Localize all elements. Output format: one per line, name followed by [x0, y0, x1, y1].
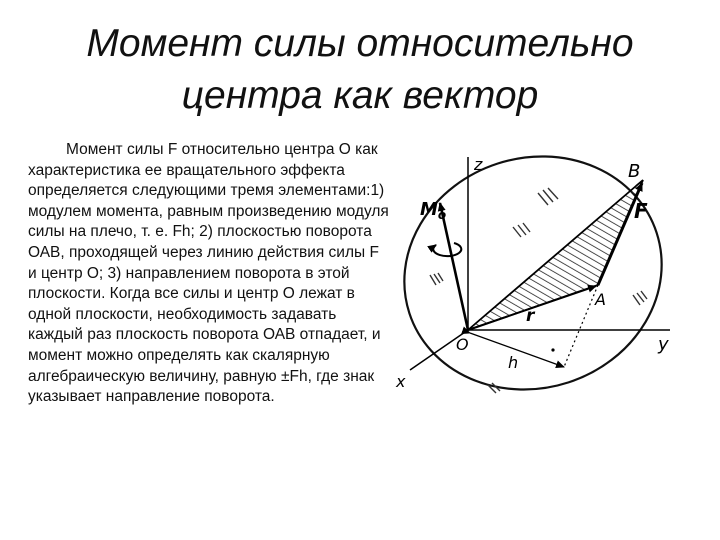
rotation-arrow-icon: [433, 243, 461, 256]
body-text: [28, 140, 390, 408]
origin-label: O: [456, 335, 469, 354]
body-paragraph: Момент силы F относительно центра О как характеристика ее вращательного эффекта определяется следующими тремя элементами:1) модулем момента, равным произведению модуля силы на плечо, т. е. Fh; 2) плоскостью поворота ОАВ, проходящей через линию действия силы F и центр О; 3) направлением поворота в этой плоскости. Когда все силы и центр О лежат в одной плоскости, необходимость задавать каждый раз плоскость поворота ОАВ отпадает, и момент можно определять как скалярную алгебраическую величину, равную ±Fh, где знак указывает направление поворота.: [28, 141, 389, 406]
y-axis-label: y: [658, 334, 669, 355]
arm-label: h: [508, 353, 519, 372]
x-axis-label: x: [396, 372, 406, 391]
point-a-label: A: [595, 290, 606, 309]
slide-title: [40, 18, 680, 122]
force-label: F: [634, 199, 648, 223]
slide-title-line-1: Момент силы относительно: [86, 22, 634, 65]
slide-title-line-2: центра как вектор: [181, 74, 539, 117]
z-axis-label: z: [474, 155, 483, 174]
line-of-action: [564, 285, 598, 367]
radius-label: r: [526, 306, 535, 326]
triangle-oab: [468, 180, 643, 330]
moment-label: $M_o$: [420, 199, 447, 222]
right-angle-dot: [551, 348, 554, 351]
moment-vector: [440, 203, 468, 330]
point-b-label: B: [628, 161, 641, 182]
moment-vector-figure: [388, 135, 688, 410]
